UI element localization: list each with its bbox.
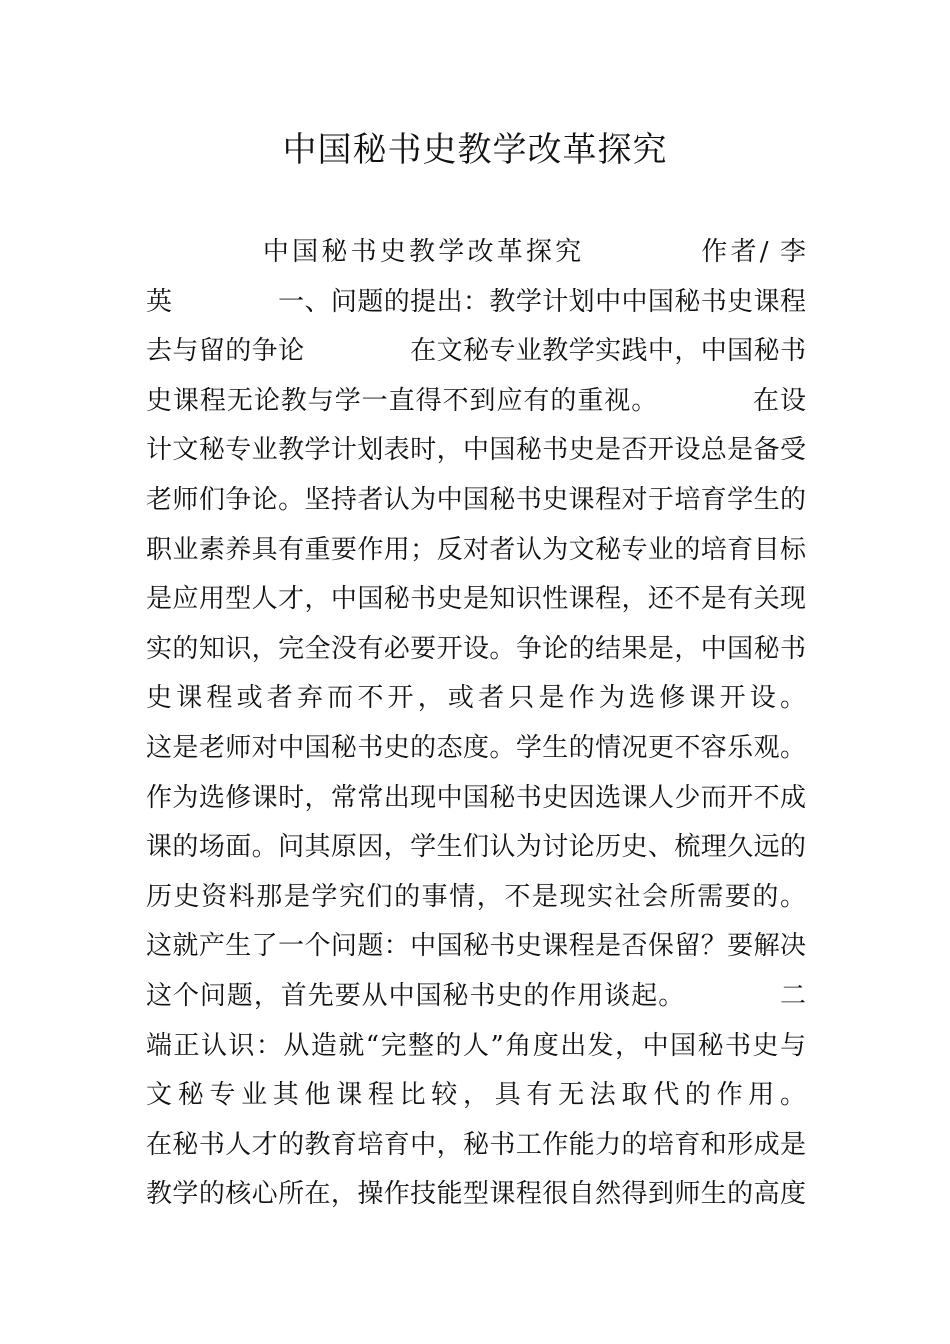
body-line: 英 一、问题的提出：教学计划中中国秘书史课程 [146,286,806,317]
body-line: 文秘专业其他课程比较，具有无法取代的作用。 [146,1080,806,1111]
body-line: 历史资料那是学究们的事情，不是现实社会所需要的。 [146,881,806,912]
body-line: 去与留的争论 在文秘专业教学实践中，中国秘书 [146,336,806,367]
body-line: 这是老师对中国秘书史的态度。学生的情况更不容乐观。 [146,732,806,763]
body-line: 史课程无论教与学一直得不到应有的重视。 在设 [146,385,806,416]
body-line: 计文秘专业教学计划表时，中国秘书史是否开设总是备受 [146,435,806,466]
body-line: 实的知识，完全没有必要开设。争论的结果是，中国秘书 [146,633,806,664]
body-line: 是应用型人才，中国秘书史是知识性课程，还不是有关现 [146,584,806,615]
body-line: 课的场面。问其原因，学生们认为讨论历史、梳理久远的 [146,832,806,863]
body-line: 史课程或者弃而不开，或者只是作为选修课开设。 [146,683,806,714]
body-line: 中国秘书史教学改革探究 作者/ 李 [146,237,806,267]
body-line: 职业素养具有重要作用；反对者认为文秘专业的培育目标 [146,534,806,565]
document-title: 中国秘书史教学改革探究 [282,130,668,170]
body-line: 作为选修课时，常常出现中国秘书史因选课人少而开不成 [146,782,806,813]
body-line: 这个问题，首先要从中国秘书史的作用谈起。 二 [146,980,806,1011]
document-body [146,228,806,1220]
body-line: 老师们争论。坚持者认为中国秘书史课程对于培育学生的 [146,484,806,515]
body-line: 教学的核心所在，操作技能型课程很自然得到师生的高度 [146,1179,806,1210]
body-line: 这就产生了一个问题：中国秘书史课程是否保留？要解决 [146,931,806,962]
body-line: 端正认识：从造就“完整的人”角度出发，中国秘书史与 [146,1030,806,1061]
body-line: 在秘书人才的教育培育中，秘书工作能力的培育和形成是 [146,1129,806,1160]
